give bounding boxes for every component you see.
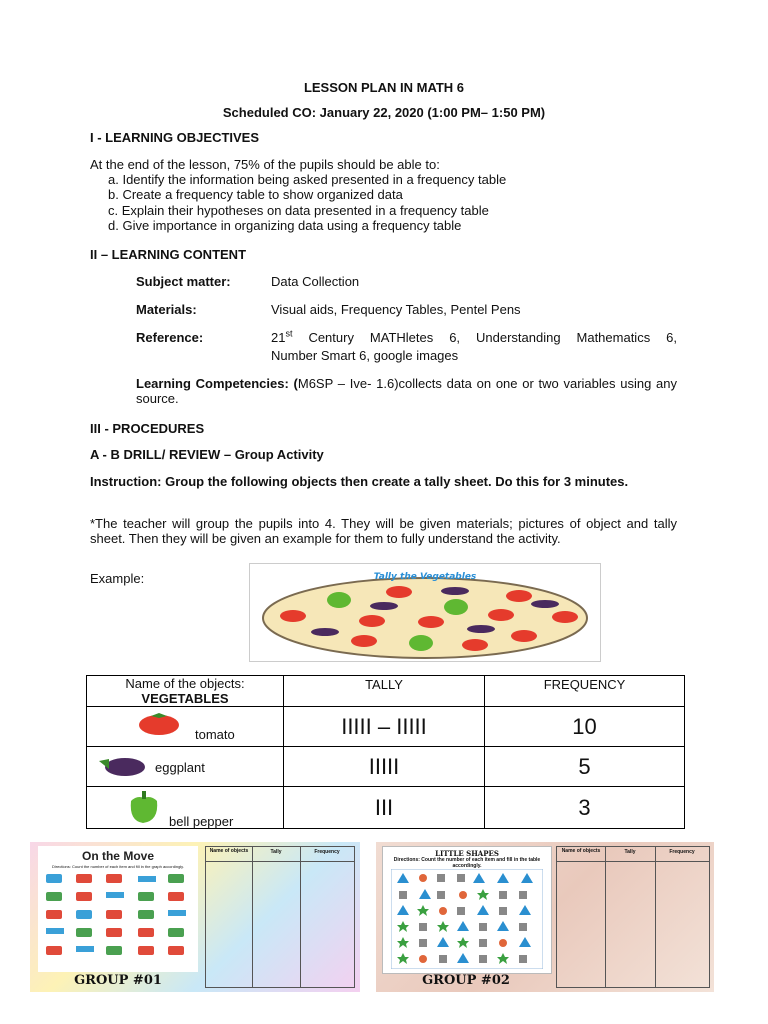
- objective-item: c. Explain their hypotheses on data presented in a frequency table: [108, 203, 489, 218]
- table-row: [87, 747, 685, 787]
- reference-value: 21st Century MATHletes 6, Understanding Mathematics 6,: [271, 328, 677, 345]
- table-header-row: [87, 676, 685, 707]
- vegetable-name: eggplant: [155, 760, 205, 775]
- worksheet-blank-table: [556, 846, 710, 988]
- vegetable-cell: [87, 747, 284, 787]
- materials-value: Visual aids, Frequency Tables, Pentel Pens: [271, 302, 521, 317]
- vegetable-plate-image: [249, 563, 601, 662]
- worksheet-col-header: Tally: [624, 849, 636, 855]
- header-cell: FREQUENCY: [485, 676, 685, 707]
- eggplant-icon: [97, 753, 147, 779]
- bell-pepper-icon: [125, 789, 163, 825]
- worksheet-picture-panel: [38, 846, 198, 972]
- objective-item: b. Create a frequency table to show organized data: [108, 187, 403, 202]
- worksheet-col-header: Name of objects: [209, 848, 249, 854]
- instruction-text: Instruction: Group the following objects then create a tally sheet. Do this for 3 minutes.: [90, 474, 629, 489]
- reference-value-line2: Number Smart 6, google images: [271, 348, 459, 363]
- tally-cell: IIIII – IIIII: [284, 707, 485, 747]
- teacher-note: *The teacher will group the pupils into 4. They will be given materials; pictures of object and tally sheet. Then they will be given an example for them to fully understand the activity.: [90, 516, 677, 546]
- materials-label: Materials:: [136, 302, 197, 317]
- objective-item: a. Identify the information being asked presented in a frequency table: [108, 172, 507, 187]
- procedures-heading: III - PROCEDURES: [90, 421, 205, 436]
- subject-value: Data Collection: [271, 274, 360, 289]
- worksheet-picture-panel: [382, 846, 552, 974]
- schedule-line: Scheduled CO: January 22, 2020 (1:00 PM– 1:50 PM): [222, 105, 546, 120]
- worksheet-directions: Directions: Count the number of each item and fill in the graph accordingly.: [52, 864, 184, 869]
- table-row: [87, 787, 685, 829]
- competency-paragraph: Learning Competencies: (M6SP – Ive- 1.6)collects data on one or two variables using any source.: [136, 376, 677, 406]
- drill-heading: A - B DRILL/ REVIEW – Group Activity: [90, 447, 324, 462]
- content-heading: II – LEARNING CONTENT: [90, 247, 247, 262]
- table-row: [87, 707, 685, 747]
- vehicles-icon: [42, 872, 194, 968]
- group-label: GROUP #02: [422, 973, 510, 988]
- plate-title: Tally the Vegetables: [373, 572, 477, 582]
- worksheet-directions: Directions: Count the number of each item and fill in the table accordingly.: [393, 857, 541, 869]
- worksheet-col-header: Name of objects: [561, 848, 601, 854]
- subject-label: Subject matter:: [136, 274, 231, 289]
- frequency-cell: 5: [485, 747, 685, 787]
- header-cell: TALLY: [284, 676, 485, 707]
- frequency-table: [86, 675, 685, 829]
- reference-label: Reference:: [136, 330, 204, 345]
- group-label: GROUP #01: [74, 973, 162, 988]
- worksheet-title: LITTLE SHAPES: [435, 849, 499, 858]
- example-label: Example:: [90, 571, 145, 586]
- vegetable-name: bell pepper: [169, 814, 234, 829]
- vegetable-cell: [87, 707, 284, 747]
- objective-item: d. Give importance in organizing data using a frequency table: [108, 218, 462, 233]
- vegetable-name: tomato: [195, 727, 235, 742]
- header-cell: Name of the objects: VEGETABLES: [87, 676, 284, 707]
- shapes-icon: [391, 869, 543, 969]
- tally-cell: IIIII: [284, 747, 485, 787]
- worksheet-blank-table: [205, 846, 355, 988]
- tomato-icon: [137, 710, 181, 736]
- worksheet-group-01: [30, 842, 360, 992]
- tally-cell: III: [284, 787, 485, 829]
- frequency-cell: 3: [485, 787, 685, 829]
- vegetable-cell: [87, 787, 284, 829]
- worksheet-col-header: Frequency: [314, 849, 340, 855]
- document-title: LESSON PLAN IN MATH 6: [303, 80, 465, 95]
- worksheet-col-header: Frequency: [669, 849, 695, 855]
- worksheet-group-02: [376, 842, 714, 992]
- frequency-cell: 10: [485, 707, 685, 747]
- worksheet-col-header: Tally: [270, 849, 282, 855]
- objectives-intro: At the end of the lesson, 75% of the pupils should be able to:: [90, 157, 440, 172]
- objectives-heading: I - LEARNING OBJECTIVES: [90, 130, 260, 145]
- worksheet-title: On the Move: [81, 849, 154, 863]
